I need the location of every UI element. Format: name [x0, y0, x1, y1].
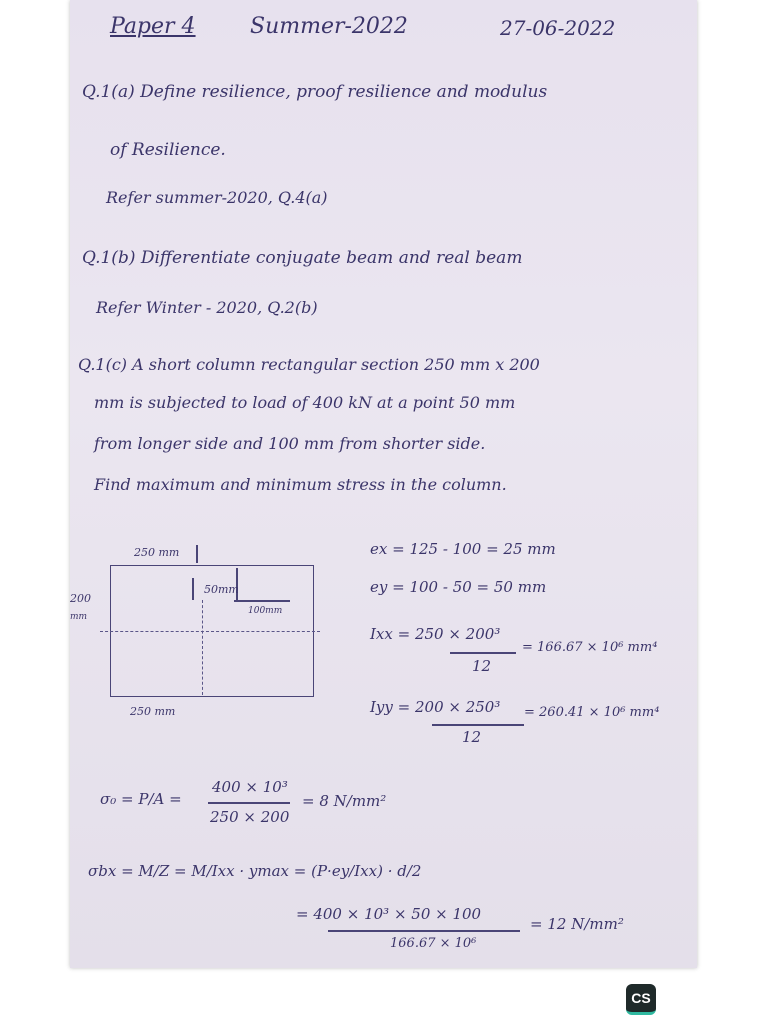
exam-session: Summer-2022: [250, 14, 408, 39]
calc-sigma0-left: σ₀ = P/A =: [100, 790, 182, 808]
y-axis-line: [202, 600, 203, 695]
handwritten-page: [70, 0, 697, 968]
q1c-line1: Q.1(c) A short column rectangular section 250 mm x 200: [78, 355, 540, 374]
calc-iyy-denominator: 12: [462, 728, 482, 746]
q1c-line4: Find maximum and minimum stress in the column.: [94, 475, 507, 494]
dim-100mm: 100mm: [248, 606, 283, 616]
exam-date: 27-06-2022: [500, 16, 616, 40]
x-axis-line: [100, 631, 320, 632]
calc-ex: ex = 125 - 100 = 25 mm: [370, 540, 556, 558]
calc-ixx-numerator: Ixx = 250 × 200³: [370, 625, 501, 643]
calc-sigma0-numerator: 400 × 10³: [212, 778, 288, 796]
calc-sigmabx-result: = 12 N/mm²: [530, 915, 624, 933]
q1a-line2: of Resilience.: [110, 140, 226, 160]
camscanner-logo: CS: [626, 984, 656, 1015]
q1a-reference: Refer summer-2020, Q.4(a): [106, 188, 328, 207]
calc-ey: ey = 100 - 50 = 50 mm: [370, 578, 547, 596]
calc-ixx-result: = 166.67 × 10⁶ mm⁴: [522, 640, 658, 655]
paper-number: Paper 4: [110, 14, 196, 39]
q1b-reference: Refer Winter - 2020, Q.2(b): [96, 298, 318, 317]
q1a-line1: Q.1(a) Define resilience, proof resilience and modulus: [82, 82, 548, 102]
q1b-line1: Q.1(b) Differentiate conjugate beam and real beam: [82, 248, 523, 268]
calc-ixx-denominator: 12: [472, 657, 492, 675]
dim-50mm: 50mm: [204, 583, 239, 596]
q1c-line2: mm is subjected to load of 400 kN at a point 50 mm: [94, 393, 516, 412]
diagram-left-label-1: 200: [70, 592, 91, 605]
calc-sigmabx-numerator: = 400 × 10³ × 50 × 100: [296, 905, 482, 923]
calc-sigma0-result: = 8 N/mm²: [302, 792, 387, 810]
diagram-left-label-2: mm: [70, 612, 88, 622]
calc-iyy-result: = 260.41 × 10⁶ mm⁴: [524, 705, 660, 720]
q1c-line3: from longer side and 100 mm from shorter side.: [94, 434, 486, 453]
diagram-bottom-label: 250 mm: [130, 705, 176, 718]
diagram-top-label: 250 mm: [134, 546, 180, 559]
calc-sigma0-denominator: 250 × 200: [210, 808, 290, 826]
calc-sigmabx-left: σbx = M/Z = M/Ixx · ymax = (P·ey/Ixx) · d/2: [88, 862, 422, 880]
calc-iyy-numerator: Iyy = 200 × 250³: [370, 698, 501, 716]
calc-sigmabx-denominator: 166.67 × 10⁶: [390, 936, 477, 951]
